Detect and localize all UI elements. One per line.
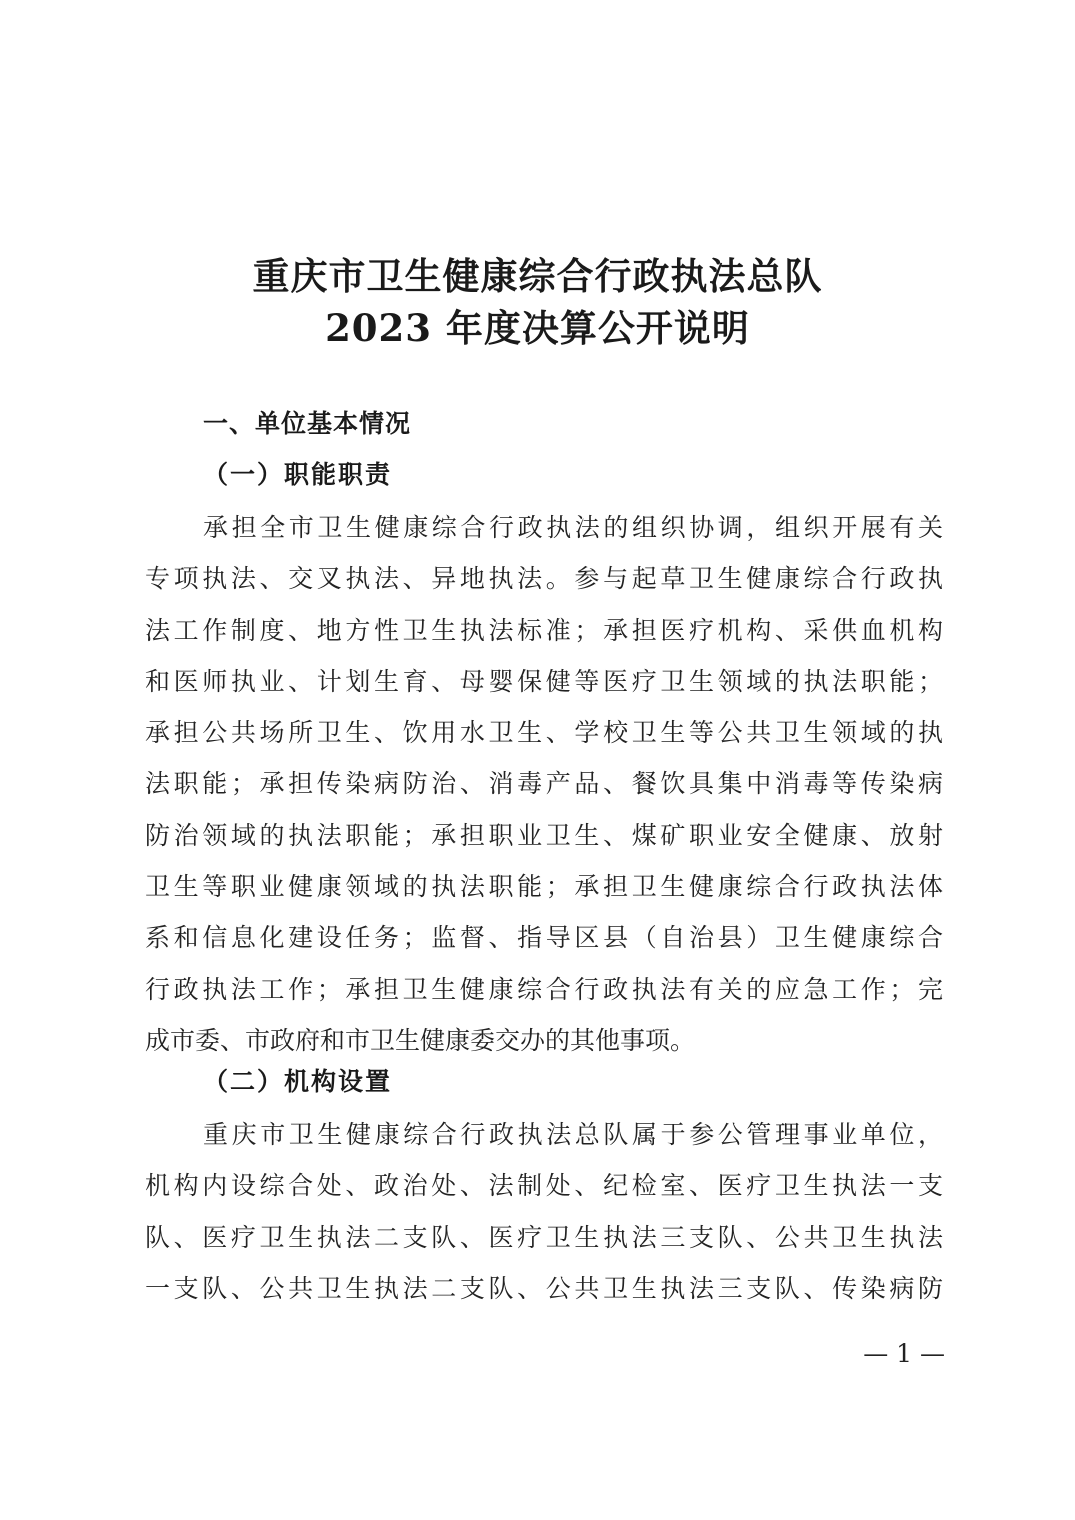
paragraph-line: 卫生等职业健康领域的执法职能；承担卫生健康综合行政执法体 [145, 872, 943, 902]
paragraph-line: 和医师执业、计划生育、母婴保健等医疗卫生领域的执法职能； [145, 666, 943, 696]
paragraph-line: 专项执法、交叉执法、异地执法。参与起草卫生健康综合行政执 [145, 564, 943, 594]
paragraph-line: 承担公共场所卫生、饮用水卫生、学校卫生等公共卫生领域的执 [145, 718, 943, 748]
paragraph-line: 法职能；承担传染病防治、消毒产品、餐饮具集中消毒等传染病 [145, 769, 943, 799]
paragraph-line: 防治领域的执法职能；承担职业卫生、煤矿职业安全健康、放射 [145, 820, 943, 850]
paragraph-line: 行政执法工作；承担卫生健康综合行政执法有关的应急工作；完 [145, 974, 943, 1004]
page-number: — 1 — [863, 1339, 945, 1368]
paragraph-organization [145, 1109, 943, 1314]
paragraph-line: 重庆市卫生健康综合行政执法总队属于参公管理事业单位， [203, 1120, 943, 1149]
subsection-heading-functions: （一）职能职责 [203, 460, 393, 489]
document-title-line-2: 2023 年度决算公开说明 [325, 306, 750, 350]
paragraph-line: 系和信息化建设任务；监督、指导区县（自治县）卫生健康综合 [145, 923, 943, 953]
paragraph-line: 法工作制度、地方性卫生执法标准；承担医疗机构、采供血机构 [145, 615, 943, 645]
paragraph-functions [145, 502, 943, 1066]
subsection-heading-organization: （二）机构设置 [203, 1067, 393, 1096]
paragraph-line: 队、医疗卫生执法二支队、医疗卫生执法三支队、公共卫生执法 [145, 1222, 943, 1252]
section-heading-basic-info: 一、单位基本情况 [203, 409, 412, 438]
paragraph-line: 承担全市卫生健康综合行政执法的组织协调，组织开展有关 [203, 513, 943, 542]
paragraph-line: 一支队、公共卫生执法二支队、公共卫生执法三支队、传染病防 [145, 1273, 943, 1303]
paragraph-line: 机构内设综合处、政治处、法制处、纪检室、医疗卫生执法一支 [145, 1171, 943, 1201]
paragraph-line: 成市委、市政府和市卫生健康委交办的其他事项。 [145, 1025, 696, 1055]
document-title-line-1: 重庆市卫生健康综合行政执法总队 [252, 254, 823, 298]
